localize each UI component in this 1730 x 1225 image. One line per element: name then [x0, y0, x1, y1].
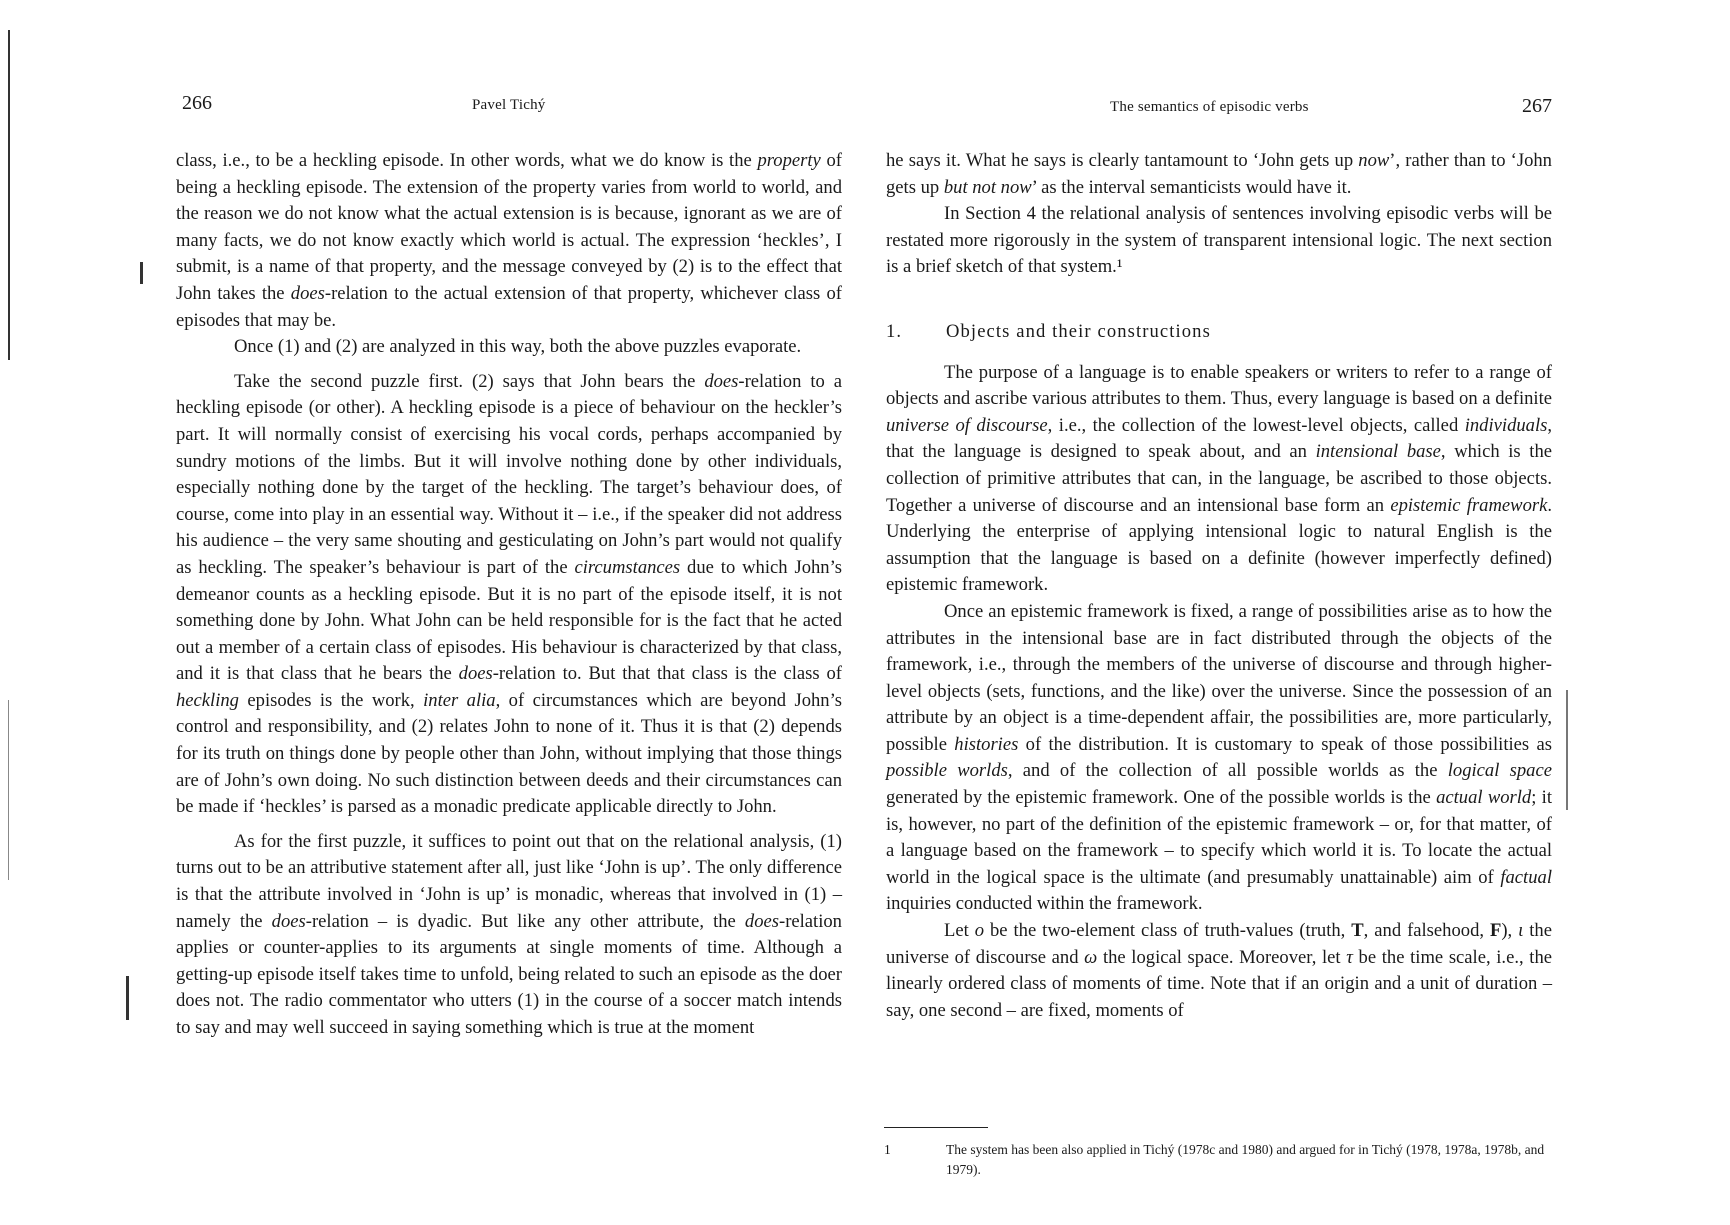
italic-term: epistemic framework: [1390, 494, 1548, 516]
italic-term: factual: [1500, 866, 1552, 888]
text-run: , and falsehood,: [1363, 920, 1490, 942]
italic-term: does: [704, 370, 739, 392]
text-run: he says it. What he says is clearly tantamount to ‘John gets up: [886, 150, 1359, 171]
text-run: Once an epistemic framework is fixed, a range of possibilities arise as to how the attributes in the intensional base are in fact distributed through the objects of the framework, i.e., through the members of the universe of discourse and through higher-level objects (sets, functions, and the like) over the universe. Since the possession of an attribute by an object is a time-dependent affair, the possibilities are, more particularly, possible: [886, 600, 1552, 755]
text-run: , of circumstances which are beyond John’s control and responsibility, and (2) relates John to none of it. Thus it is that (2) depends for its truth on things done by people other than John, without implying that those things are of John’s own doing. No such distinction between deeds and their circumstances can be made if ‘heckles’ is parsed as a monadic predicate applicable directly to John.: [176, 689, 842, 818]
paragraph: [176, 334, 842, 361]
text-run: Let: [944, 920, 975, 942]
italic-term: heckling: [176, 689, 239, 711]
text-run: ’, rather than to ‘John gets up: [886, 150, 1552, 198]
text-run: ’ as the interval semanticists would have it.: [1031, 176, 1352, 198]
italic-term: ω: [1084, 946, 1098, 968]
text-run: -relation to a heckling episode (or other). A heckling episode is a piece of behaviour on the heckler’s part. It will normally consist of exercising his vocal cords, perhaps accompanied by sundry motions of the limbs. But it will involve nothing done by other individuals, especially nothing done by the target of the heckling. The target’s behaviour does, of course, come into play in an essential way. Without it – i.e., if the speaker did not address his audience – the very same shouting and gesticulating on John’s part would not qualify as heckling. The speaker’s behaviour is part of the: [176, 370, 842, 578]
section-number: 1.: [886, 320, 903, 342]
scan-edge-line: [8, 30, 10, 360]
italic-term: property: [757, 150, 821, 171]
italic-term: o: [974, 920, 985, 942]
right-column-text: [886, 148, 1552, 1024]
italic-term: inter alia: [423, 689, 496, 711]
text-run: -relation to. But that that class is the class of: [492, 663, 842, 685]
footnote-marker: 1: [884, 1142, 891, 1157]
text-run: ),: [1501, 920, 1519, 942]
text-run: of being a heckling episode. The extension of the property varies from world to world, and the reason we do not know what the actual extension is is because, ignorant as we are of many facts, we do not know exactly which world is actual. The expression ‘heckles’, I submit, is a name of that property, and the message conveyed by (2) is to the effect that John takes the: [176, 150, 842, 304]
text-run: -relation to the actual extension of that property, whichever class of episodes that may be.: [176, 282, 842, 331]
italic-term: actual world: [1436, 787, 1532, 809]
paragraph: [886, 599, 1552, 918]
section-heading: [886, 319, 1552, 346]
left-running-head: Pavel Tichý: [472, 97, 546, 113]
text-run: , that the language is designed to speak about, and an: [886, 414, 1553, 463]
text-run: ; it is, however, no part of the definition of the epistemic framework – or, for that matter, of a language based on the framework – to specify which world it is. To locate the actual world in the logical space is the ultimate (and presumably unattainable) aim of: [886, 787, 1552, 888]
left-page-number: 266: [182, 92, 212, 114]
text-run: Take the second puzzle first. (2) says that John bears the: [234, 370, 705, 392]
italic-term: does: [290, 282, 325, 304]
footnote-text: The system has been also applied in Tichý (1978c and 1980) and argued for in Tichý (1978, 1978a, 1978b, and 1979).: [946, 1142, 1545, 1177]
scan-edge-line: [8, 700, 9, 880]
text-run: Once (1) and (2) are analyzed in this way, both the above puzzles evaporate.: [234, 336, 802, 358]
italic-term: does: [458, 663, 493, 685]
text-run: the universe of discourse and: [886, 920, 1552, 968]
text-run: -relation applies or counter-applies to its arguments at single moments of time. Although a getting-up episode itself takes time to unfold, being related to such an episode as the doer does not. The radio commentator who utters (1) in the course of a soccer match intends to say and may well succeed in saying something which is true at the moment: [176, 910, 842, 1038]
bold-symbol: F: [1489, 920, 1502, 942]
text-run: , i.e., the collection of the lowest-level objects, called: [1047, 414, 1465, 436]
paragraph: [886, 360, 1552, 599]
paragraph: [176, 829, 842, 1042]
paragraph: [886, 148, 1552, 201]
italic-term: does: [271, 910, 306, 932]
italic-term: individuals: [1464, 414, 1548, 436]
text-run: inquiries conducted within the framework.: [886, 893, 1203, 915]
text-run: be the time scale, i.e., the linearly ordered class of moments of time. Note that if an origin and a unit of duration – say, one second – are fixed, moments of: [886, 946, 1552, 1021]
text-run: episodes is the work,: [238, 689, 424, 711]
section-title: Objects and their constructions: [946, 320, 1211, 342]
text-run: be the two-element class of truth-values (truth,: [984, 920, 1352, 942]
italic-term: circumstances: [574, 556, 681, 578]
italic-term: does: [744, 910, 779, 932]
paragraph: [176, 369, 842, 821]
margin-mark: [140, 262, 143, 284]
right-running-head: The semantics of episodic verbs: [1110, 99, 1309, 115]
left-column-text: [176, 148, 842, 1042]
margin-mark: [1566, 690, 1568, 810]
paragraph: [886, 201, 1552, 281]
text-run: due to which John’s demeanor counts as a heckling episode. But it is no part of the episode itself, it is not something done by John. What John can be held responsible for is the fact that he acted out a member of a certain class of episodes. His behaviour is characterized by that class, and it is that class that he bears the: [176, 556, 842, 685]
right-page-number: 267: [1522, 95, 1552, 117]
italic-term: histories: [954, 733, 1019, 755]
text-run: The purpose of a language is to enable speakers or writers to refer to a range of objects and ascribe various attributes to them. Thus, every language is based on a definite: [886, 361, 1552, 410]
italic-term: ι: [1518, 920, 1524, 942]
italic-term: intensional base: [1315, 441, 1441, 463]
text-run: -relation – is dyadic. But like any other attribute, the: [305, 910, 745, 932]
italic-term: now: [1358, 150, 1390, 171]
text-run: generated by the epistemic framework. One of the possible worlds is the: [886, 787, 1437, 809]
footnote-rule: [884, 1127, 988, 1128]
paragraph: [176, 148, 842, 334]
margin-mark: [126, 976, 129, 1020]
italic-term: τ: [1346, 946, 1353, 968]
italic-term: logical space: [1447, 760, 1552, 782]
text-run: In Section 4 the relational analysis of sentences involving episodic verbs will be restated more rigorously in the system of transparent intensional logic. The next section is a brief sketch of that system.¹: [886, 203, 1552, 278]
bold-symbol: T: [1351, 920, 1364, 942]
italic-term: but not now: [943, 176, 1032, 198]
text-run: of the distribution. It is customary to speak of those possibilities as: [1018, 733, 1552, 755]
text-run: . Underlying the enterprise of applying intensional logic to natural English is the assumption that the language is based on a definite (however imperfectly defined) epistemic framework.: [886, 494, 1553, 596]
text-run: , and of the collection of all possible worlds as the: [1007, 760, 1448, 782]
text-run: , which is the collection of primitive attributes that can, in the language, be ascribed to those objects. Together a universe of discourse and an intensional base form an: [886, 441, 1552, 516]
paragraph: [886, 918, 1552, 1024]
footnote: [884, 1140, 1556, 1180]
text-run: the logical space. Moreover, let: [1097, 946, 1347, 968]
italic-term: possible worlds: [886, 760, 1008, 782]
text-run: class, i.e., to be a heckling episode. In other words, what we do know is the: [176, 150, 758, 171]
text-run: As for the first puzzle, it suffices to point out that on the relational analysis, (1) turns out to be an attributive statement after all, just like ‘John is up’. The only difference is that the attribute involved in ‘John is up’ is monadic, whereas that involved in (1) – namely the: [176, 830, 842, 932]
italic-term: universe of discourse: [886, 414, 1048, 436]
